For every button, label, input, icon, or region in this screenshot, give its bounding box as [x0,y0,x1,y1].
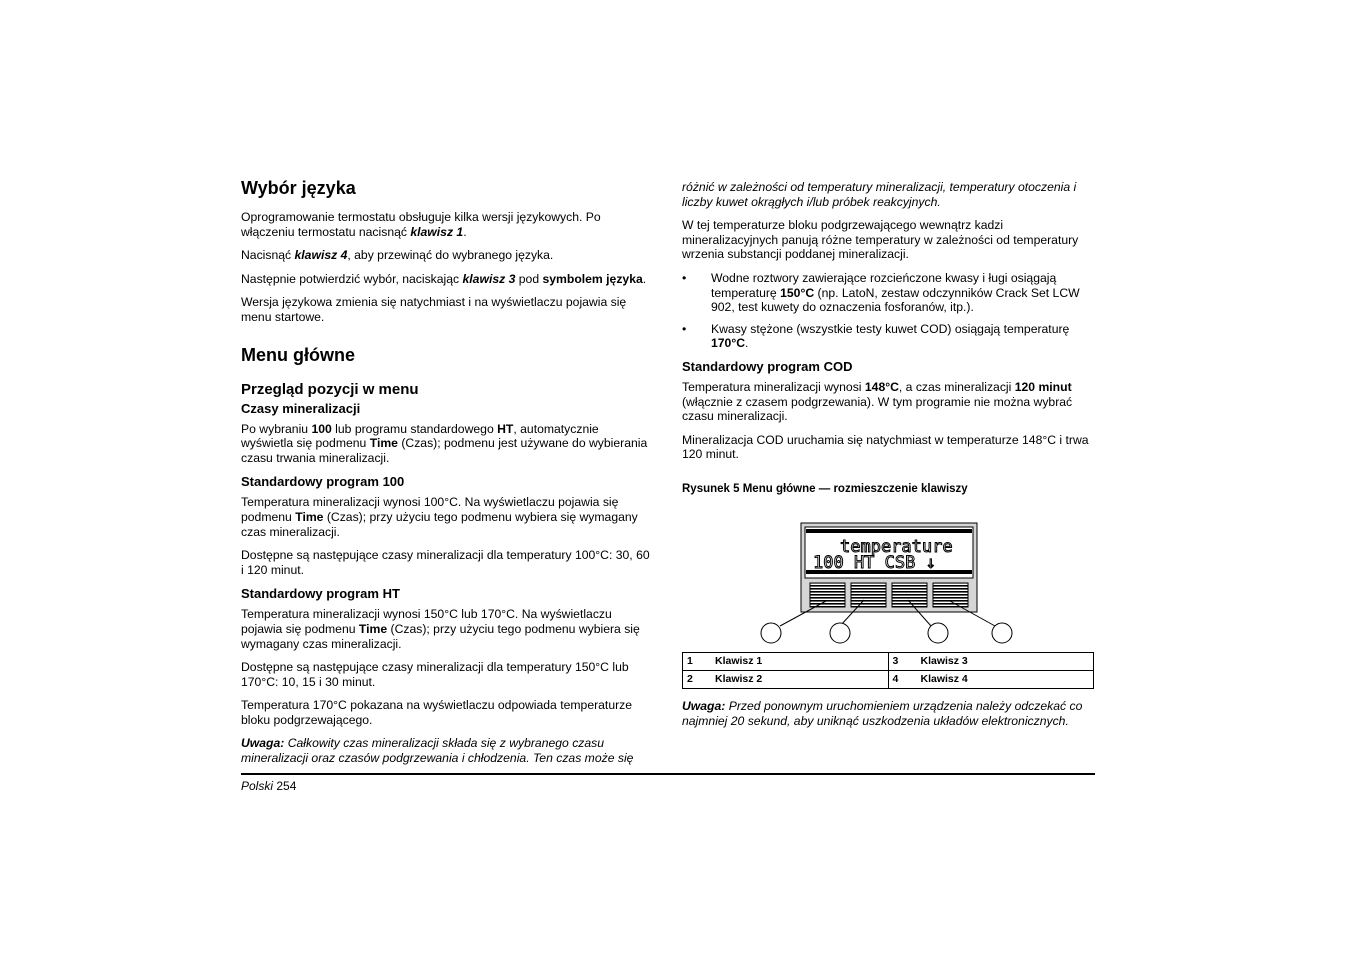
paragraph: Dostępne są następujące czasy mineralizacji dla temperatury 150°C lub 170°C: 10, 15 i 30 minut. [241,660,629,689]
paragraph: Temperatura mineralizacji wynosi 148°C, a czas mineralizacji 120 minut (włącznie z czasem podgrzewania). W tym programie nie można wybrać czasu mineralizacji. [682,379,1073,424]
paragraph: W tej temperaturze bloku podgrzewającego wewnątrz kadzi mineralizacyjnych panują różne temperatury w zależności od temperatury wrzenia substancji poddanej mineralizacji. [682,218,1079,262]
heading-program-cod: Standardowy program COD [682,358,853,374]
key-legend-table [682,652,1094,689]
heading-menu-overview: Przegląd pozycji w menu [241,380,419,398]
key-2 [851,583,886,607]
heading-program-100: Standardowy program 100 [241,474,405,490]
device-illustration [682,522,1096,652]
paragraph: Wersja językowa zmienia się natychmiast i na wyświetlaczu pojawia się menu startowe. [241,295,627,324]
lcd-line-2: 100 HT CSB ↓ [813,552,936,573]
paragraph: Nacisnąć klawisz 4, aby przewinąć do wybranego języka. [241,248,554,263]
paragraph: Oprogramowanie termostatu obsługuje kilka wersji językowych. Po włączeniu termostatu nacisnąć klawisz 1. [241,210,601,239]
page-footer [241,779,296,793]
paragraph: Następnie potwierdzić wybór, naciskając klawisz 3 pod symbolem języka. [241,271,647,286]
heading-mineralization-times: Czasy mineralizacji [241,400,361,416]
callout-circle-3 [928,623,948,643]
paragraph: Po wybraniu 100 lub programu standardowego HT, automatycznie wyświetla się podmenu Time (Czas); podmenu jest używane do wybierania czasu trwania mineralizacji. [241,421,648,465]
lcd-top-bar [806,529,972,533]
figure-caption: Rysunek 5 Menu główne — rozmieszczenie klawiszy [682,482,968,495]
paragraph: różnić w zależności od temperatury mineralizacji, temperatury otoczenia i liczby kuwet okrągłych i/lub próbek reakcyjnych. [682,180,1077,209]
footer-language: Polski [241,779,274,793]
list-item: • Kwasy stężone (wszystkie testy kuwet COD) osiągają temperaturę 170°C. [682,322,1096,351]
key-3 [892,583,927,607]
heading-program-ht: Standardowy program HT [241,586,400,602]
table-row: 1 Klawisz 1 3 Klawisz 3 [683,652,1094,670]
paragraph: Temperatura 170°C pokazana na wyświetlaczu odpowiada temperaturze bloku podgrzewającego. [241,698,633,727]
paragraph: Temperatura mineralizacji wynosi 150°C lub 170°C. Na wyświetlaczu pojawia się podmenu Time (Czas); przy użyciu tego podmenu wybiera się wymagany czas mineralizacji. [241,607,640,651]
callout-circle-4 [992,623,1012,643]
callout-circle-1 [761,623,781,643]
list-item: • Wodne roztwory zawierające rozcieńczone kwasy i ługi osiągają temperaturę 150°C (np. LatoN, zestaw odczynników Crack Set LCW 902, test kuwety do oznaczenia fosforanów, itp.). [682,271,1096,315]
key-layout-figure [682,522,1096,652]
footer-divider [241,773,1095,775]
heading-main-menu: Menu główne [241,344,355,365]
paragraph: Temperatura mineralizacji wynosi 100°C. Na wyświetlaczu pojawia się podmenu Time (Czas); przy użyciu tego podmenu wybiera się wymagany czas mineralizacji. [241,495,638,539]
paragraph: Mineralizacja COD uruchamia się natychmiast w temperaturze 148°C i trwa 120 minut. [682,432,1089,462]
table-row: 2 Klawisz 2 4 Klawisz 4 [683,670,1094,688]
page-number: 254 [276,779,297,793]
note: Uwaga: Całkowity czas mineralizacji składa się z wybranego czasu mineralizacji oraz czasów podgrzewania i chłodzenia. Ten czas może się [241,736,634,766]
paragraph: Dostępne są następujące czasy mineralizacji dla temperatury 100°C: 30, 60 i 120 minut. [241,548,650,577]
right-column [682,180,1096,737]
bullet-list [682,271,1096,351]
left-column [241,176,653,775]
note: Uwaga: Przed ponownym uruchomieniem urządzenia należy odczekać co najmniej 20 sekund, aby uniknąć uszkodzenia układów elektronicznych. [682,698,1083,728]
lcd-line-1: temperature [840,536,953,557]
key-4 [933,583,968,607]
callout-circle-2 [830,623,850,643]
heading-language-selection: Wybór języka [241,178,356,198]
key-1 [810,583,845,607]
